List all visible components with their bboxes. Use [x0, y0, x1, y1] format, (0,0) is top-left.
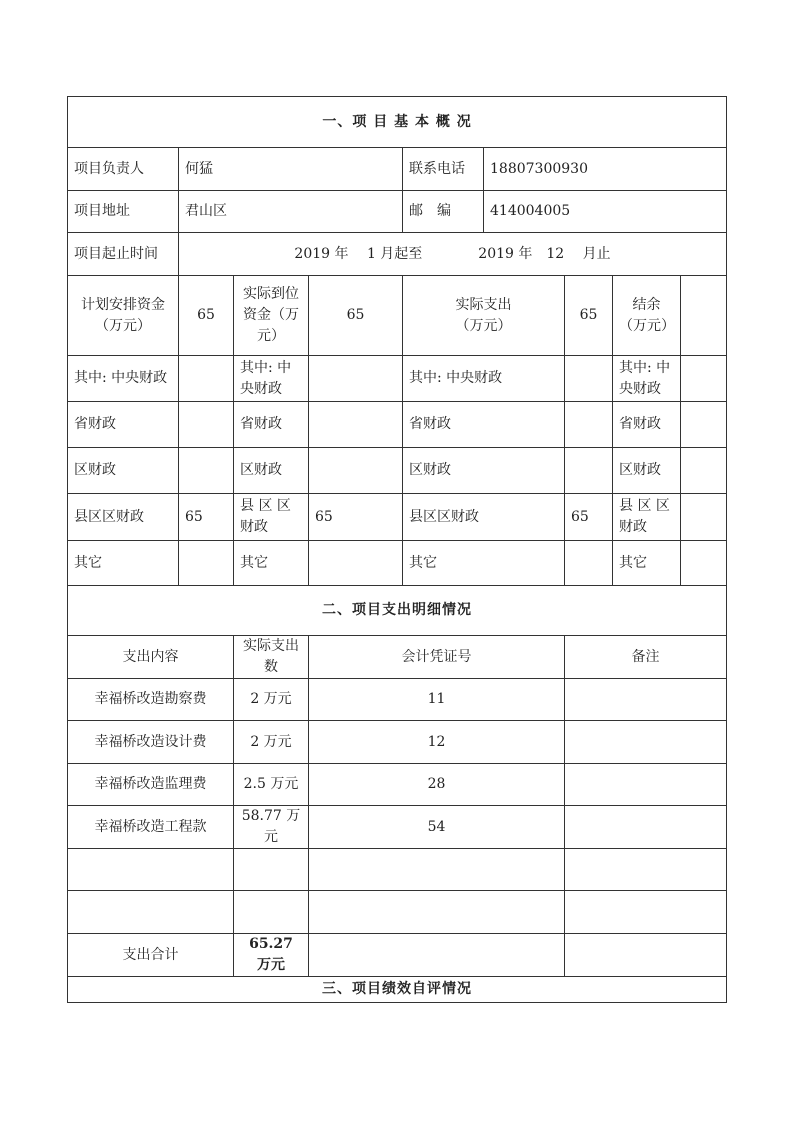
cell: 其中: 中央财政 — [403, 356, 565, 402]
cell — [565, 448, 613, 494]
cell: 区财政 — [234, 448, 309, 494]
header-content: 支出内容 — [68, 636, 234, 679]
leader-label: 项目负责人 — [68, 148, 179, 191]
cell — [565, 679, 727, 721]
expense-row — [68, 806, 727, 849]
cell: 幸福桥改造监理费 — [68, 764, 234, 806]
cell: 县区区财政 — [403, 494, 565, 541]
cell — [68, 891, 234, 934]
expense-row — [68, 721, 727, 764]
zip-value: 414004005 — [484, 191, 727, 233]
arrived-label: 实际到位资金（万元） — [234, 276, 309, 356]
spent-value: 65 — [565, 276, 613, 356]
cell: 省财政 — [68, 402, 179, 448]
cell — [309, 891, 565, 934]
cell: 2 万元 — [234, 679, 309, 721]
cell: 区财政 — [613, 448, 681, 494]
cell — [309, 356, 403, 402]
cell — [309, 934, 565, 977]
cell: 幸福桥改造勘察费 — [68, 679, 234, 721]
header-note: 备注 — [565, 636, 727, 679]
cell: 58.77 万元 — [234, 806, 309, 849]
cell — [68, 849, 234, 891]
cell — [234, 849, 309, 891]
cell — [565, 806, 727, 849]
cell — [565, 356, 613, 402]
cell — [681, 356, 727, 402]
cell — [681, 541, 727, 586]
header-voucher: 会计凭证号 — [309, 636, 565, 679]
cell: 区财政 — [68, 448, 179, 494]
cell: 2.5 万元 — [234, 764, 309, 806]
planned-label: 计划安排资金（万元） — [68, 276, 179, 356]
cell: 65 — [179, 494, 234, 541]
funds-row — [68, 356, 727, 402]
funds-row — [68, 541, 727, 586]
expense-row — [68, 764, 727, 806]
expense-row — [68, 891, 727, 934]
cell: 幸福桥改造设计费 — [68, 721, 234, 764]
cell — [681, 448, 727, 494]
cell — [681, 402, 727, 448]
cell — [565, 402, 613, 448]
cell: 其它 — [68, 541, 179, 586]
cell — [681, 494, 727, 541]
cell: 县 区 区财政 — [613, 494, 681, 541]
phone-value: 18807300930 — [484, 148, 727, 191]
cell — [179, 541, 234, 586]
leader-value: 何猛 — [179, 148, 403, 191]
section2-title: 二、项目支出明细情况 — [68, 586, 727, 636]
balance-value — [681, 276, 727, 356]
period-value: 2019 年 1 月起至 2019 年 12 月止 — [179, 233, 727, 276]
cell: 省财政 — [234, 402, 309, 448]
arrived-value: 65 — [309, 276, 403, 356]
funds-row — [68, 402, 727, 448]
section3-title: 三、项目绩效自评情况 — [68, 977, 727, 1003]
total-label: 支出合计 — [68, 934, 234, 977]
cell — [179, 356, 234, 402]
total-value: 65.27 万元 — [234, 934, 309, 977]
section1-title: 一、项 目 基 本 概 况 — [68, 97, 727, 148]
cell — [565, 764, 727, 806]
cell — [565, 934, 727, 977]
cell — [565, 541, 613, 586]
cell: 县 区 区财政 — [234, 494, 309, 541]
cell: 区财政 — [403, 448, 565, 494]
cell: 其它 — [613, 541, 681, 586]
cell — [309, 541, 403, 586]
cell — [309, 402, 403, 448]
cell: 其中: 中央财政 — [613, 356, 681, 402]
funds-row — [68, 448, 727, 494]
expense-row — [68, 849, 727, 891]
cell — [565, 849, 727, 891]
expense-row — [68, 679, 727, 721]
cell: 省财政 — [403, 402, 565, 448]
cell: 54 — [309, 806, 565, 849]
cell: 28 — [309, 764, 565, 806]
cell — [309, 849, 565, 891]
cell: 11 — [309, 679, 565, 721]
cell — [309, 448, 403, 494]
cell: 其它 — [234, 541, 309, 586]
balance-label: 结余（万元） — [613, 276, 681, 356]
cell: 2 万元 — [234, 721, 309, 764]
cell: 其它 — [403, 541, 565, 586]
period-label: 项目起止时间 — [68, 233, 179, 276]
address-label: 项目地址 — [68, 191, 179, 233]
cell — [179, 402, 234, 448]
cell — [234, 891, 309, 934]
cell: 其中: 中央财政 — [68, 356, 179, 402]
zip-label: 邮 编 — [403, 191, 484, 233]
address-value: 君山区 — [179, 191, 403, 233]
cell: 幸福桥改造工程款 — [68, 806, 234, 849]
cell: 其中: 中央财政 — [234, 356, 309, 402]
phone-label: 联系电话 — [403, 148, 484, 191]
cell: 65 — [309, 494, 403, 541]
project-table — [67, 96, 727, 1003]
cell: 65 — [565, 494, 613, 541]
cell: 省财政 — [613, 402, 681, 448]
spent-label: 实际支出（万元） — [403, 276, 565, 356]
cell — [565, 721, 727, 764]
funds-row — [68, 494, 727, 541]
cell — [565, 891, 727, 934]
cell: 县区区财政 — [68, 494, 179, 541]
cell — [179, 448, 234, 494]
planned-value: 65 — [179, 276, 234, 356]
header-amount: 实际支出数 — [234, 636, 309, 679]
cell: 12 — [309, 721, 565, 764]
